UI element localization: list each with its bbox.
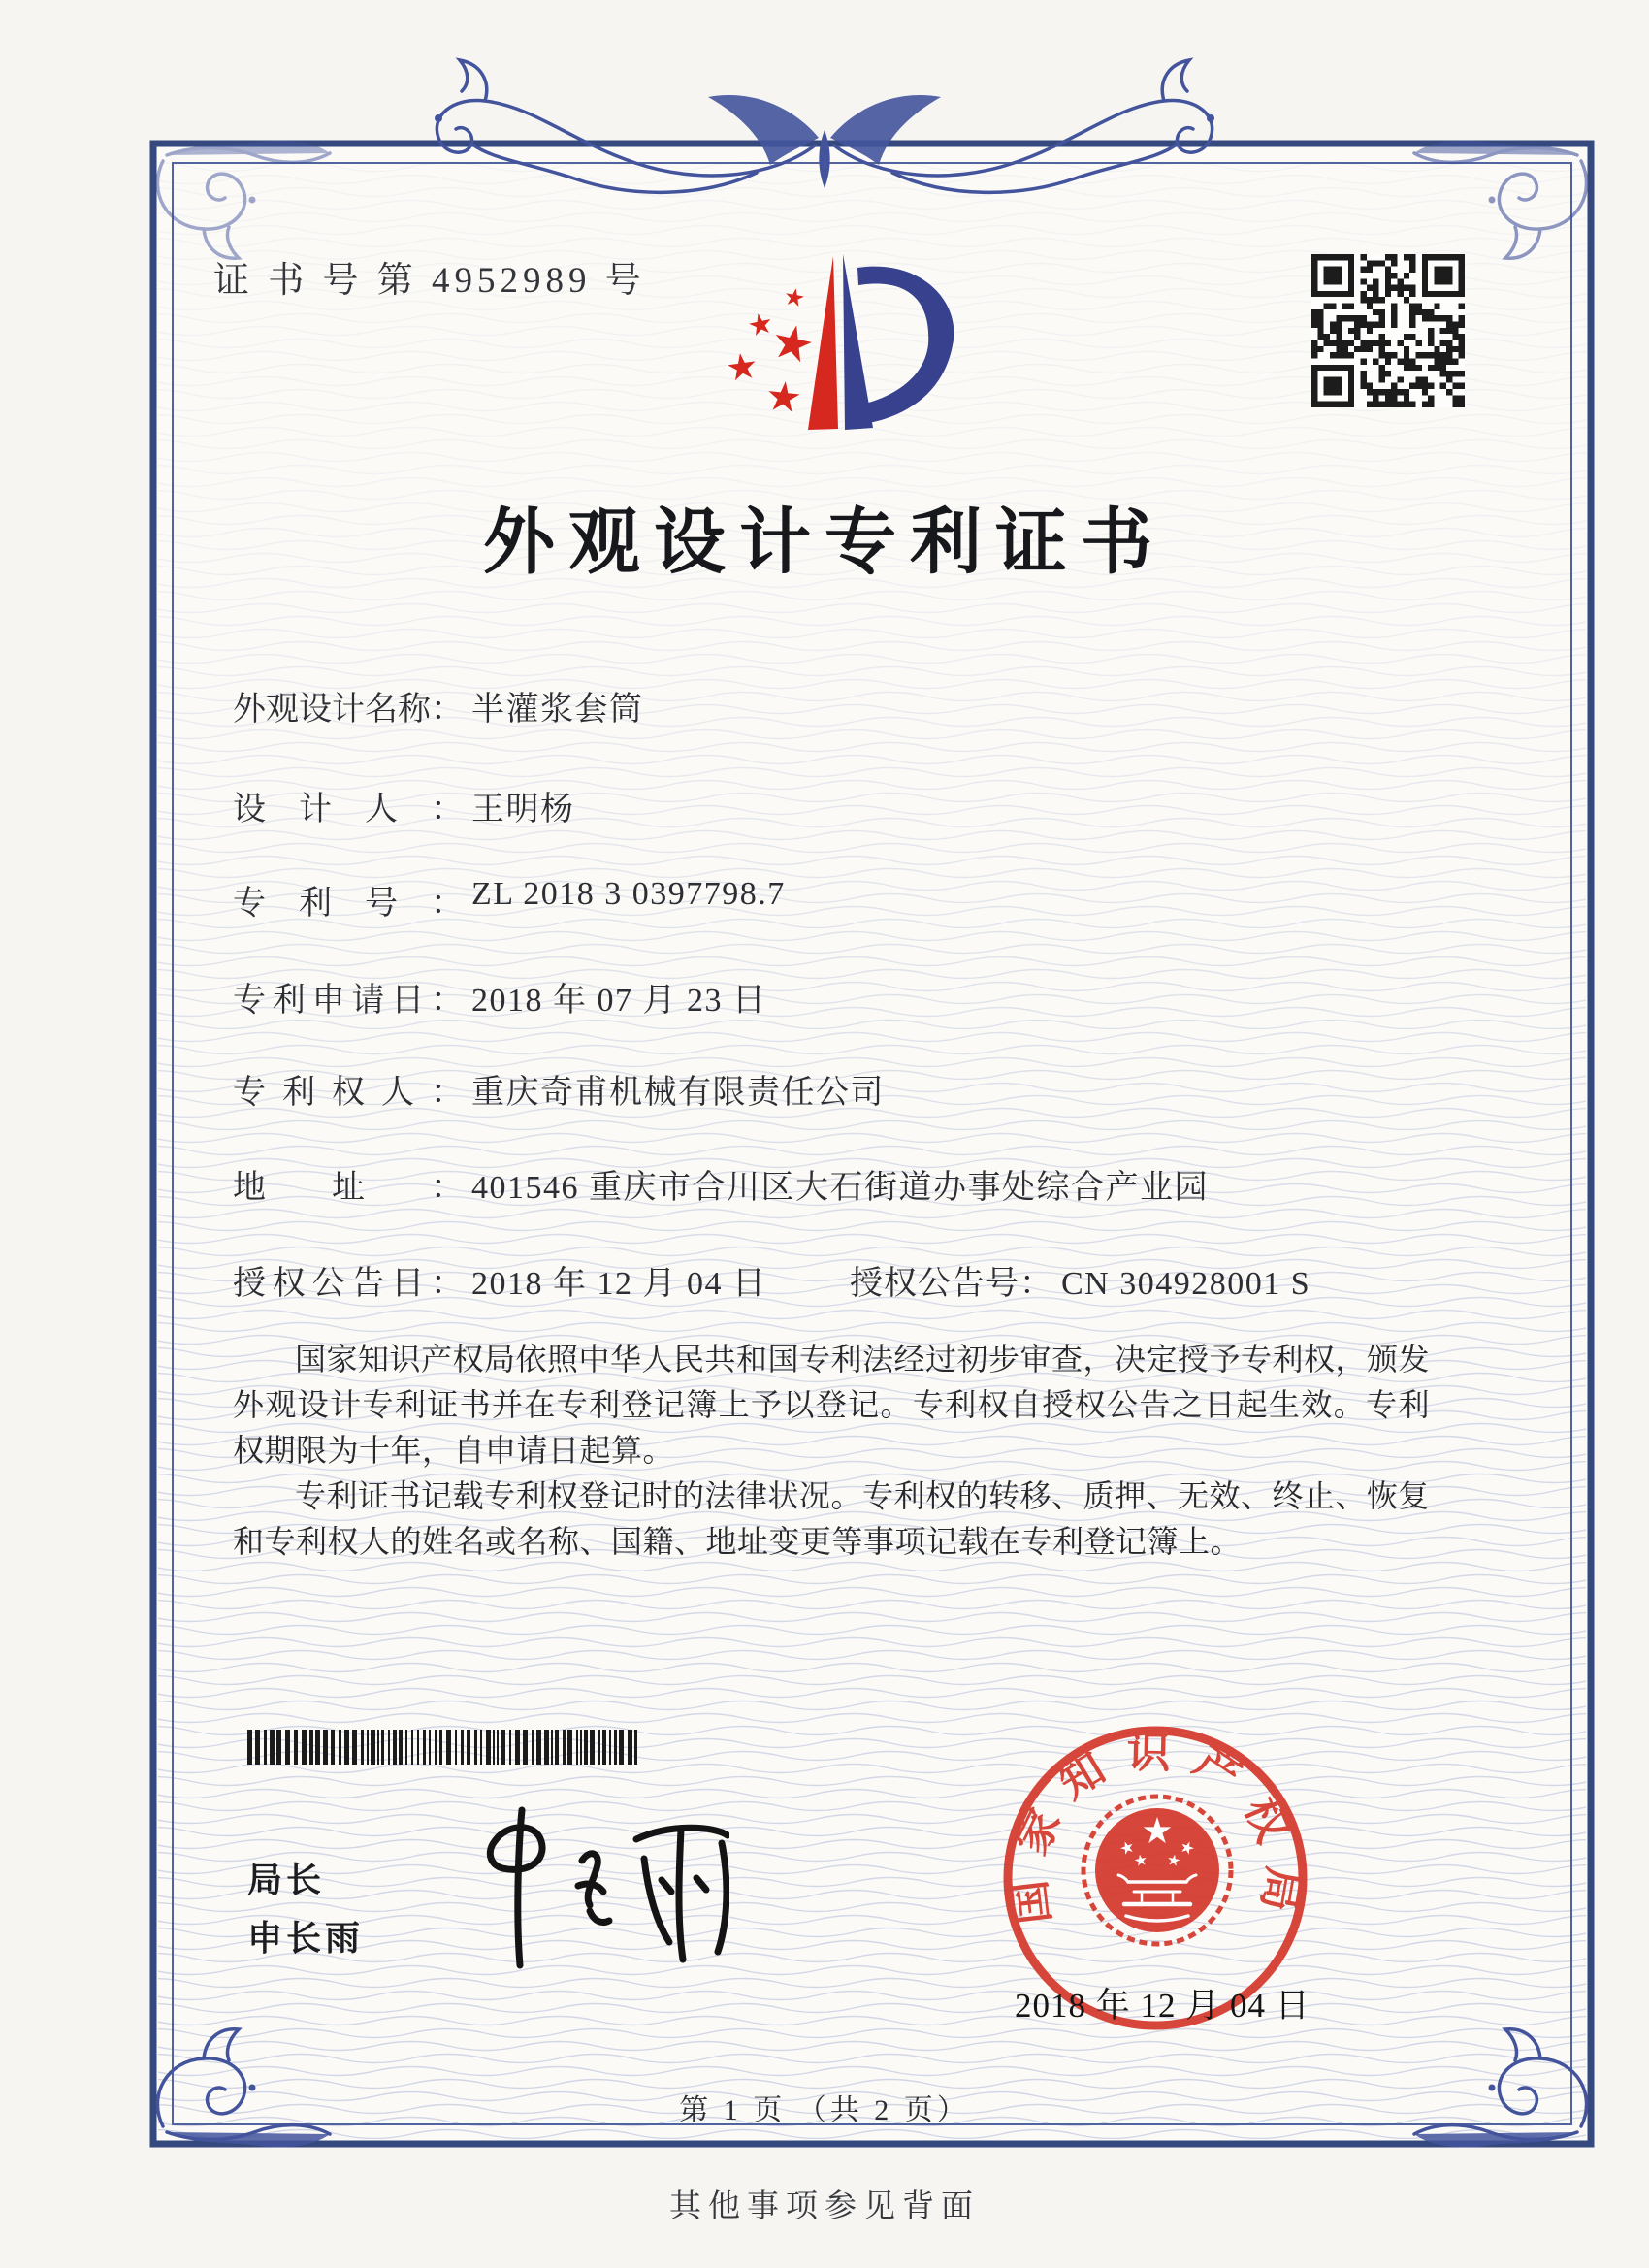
field-label: 地址： — [233, 1170, 464, 1206]
field-label: 外观设计名称： — [233, 692, 464, 728]
field-label: 授权公告日： — [233, 1266, 464, 1302]
field-designer — [233, 782, 1436, 829]
field-label: 设计人： — [233, 792, 464, 827]
field-patentee — [233, 1065, 1436, 1113]
field-grant-date — [233, 1256, 1436, 1304]
field-value: ZL 2018 3 0397798.7 — [471, 876, 786, 912]
barcode-icon — [247, 1730, 642, 1765]
signer-name: 申长雨 — [247, 1918, 365, 1958]
qr-code-icon — [1311, 254, 1465, 407]
back-side-note: 其他事项参见背面 — [669, 2189, 980, 2224]
field-value: 王明杨 — [471, 792, 575, 827]
paper-area — [157, 147, 1589, 2142]
field-grant-number — [850, 1256, 1310, 1304]
field-patent-number — [233, 876, 1436, 923]
signature-icon — [438, 1804, 729, 1977]
field-value: 重庆奇甫机械有限责任公司 — [471, 1075, 885, 1111]
field-value: 半灌浆套筒 — [471, 692, 644, 728]
field-filing-date — [233, 973, 1436, 1021]
seal-date: 2018 年 12 月 04 日 — [1015, 1987, 1310, 2025]
national-emblem-icon — [1083, 1797, 1231, 1944]
legal-text — [233, 1337, 1430, 1565]
field-label: 专利申请日： — [233, 983, 464, 1019]
certificate-title: 外观设计专利证书 — [483, 503, 1166, 583]
certificate-number: 证 书 号 第 4952989 号 — [213, 261, 646, 301]
field-design-name — [233, 682, 1436, 729]
field-label: 授权公告号： — [850, 1266, 1053, 1302]
page-number: 第 1 页 （共 2 页） — [679, 2094, 970, 2126]
seal-ring-text: 国家知识产权局 — [1003, 1728, 1309, 1934]
field-value: CN 304928001 S — [1061, 1266, 1311, 1302]
field-value: 401546 重庆市合川区大石街道办事处综合产业园 — [471, 1170, 1209, 1206]
field-label: 专利权人： — [233, 1075, 464, 1111]
top-flourish-ornament — [435, 60, 1214, 192]
field-address — [233, 1160, 1436, 1208]
legal-paragraph: 国家知识产权局依照中华人民共和国专利法经过初步审查，决定授予专利权，颁发外观设计专利证书并在专利登记簿上予以登记。专利权自授权公告之日起生效。专利权期限为十年，自申请日起算。 — [233, 1342, 1431, 1468]
field-value: 2018 年 07 月 23 日 — [471, 983, 767, 1019]
signer-title: 局长 — [247, 1860, 326, 1899]
legal-paragraph: 专利证书记载专利权登记时的法律状况。专利权的转移、质押、无效、终止、恢复和专利权人的姓名或名称、国籍、地址变更等事项记载在专利登记簿上。 — [233, 1478, 1431, 1559]
cnipa-logo-icon — [722, 248, 956, 435]
field-value: 2018 年 12 月 04 日 — [471, 1266, 767, 1302]
field-label: 专利号： — [233, 886, 464, 922]
